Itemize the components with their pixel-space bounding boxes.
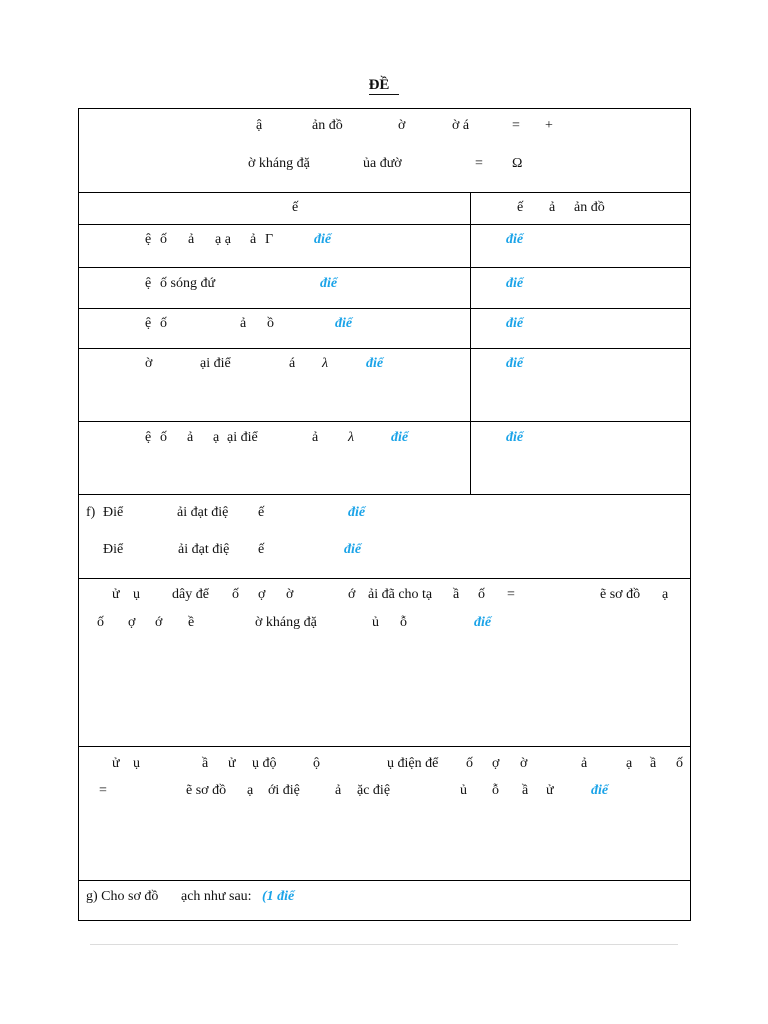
row-divider xyxy=(78,224,691,225)
score-label: điể xyxy=(474,615,492,630)
score-label: điể xyxy=(320,276,338,291)
row-divider xyxy=(78,192,691,193)
table-border-bottom xyxy=(78,920,691,921)
score-label: điể xyxy=(506,356,524,371)
row-divider xyxy=(78,267,691,268)
page-footer-divider xyxy=(90,944,678,945)
score-label: điể xyxy=(506,232,524,247)
row-divider xyxy=(78,880,691,881)
score-label: điể xyxy=(506,430,524,445)
score-label: điể xyxy=(344,542,362,557)
column-divider xyxy=(470,192,471,495)
table-border-top xyxy=(78,108,691,109)
score-label: điể xyxy=(348,505,366,520)
score-label: (1 điể xyxy=(262,889,295,904)
score-label: điể xyxy=(506,276,524,291)
score-label: điể xyxy=(366,356,384,371)
row-divider xyxy=(78,494,691,495)
row-divider xyxy=(78,421,691,422)
row-divider xyxy=(78,578,691,579)
row-divider xyxy=(78,308,691,309)
row-divider xyxy=(78,746,691,747)
table-border-left xyxy=(78,108,79,921)
score-label: điể xyxy=(506,316,524,331)
row-divider xyxy=(78,348,691,349)
page-title: ĐỀ xyxy=(0,77,768,95)
score-label: điể xyxy=(591,783,609,798)
score-label: điể xyxy=(391,430,409,445)
score-label: điể xyxy=(314,232,332,247)
score-label: điể xyxy=(335,316,353,331)
table-border-right xyxy=(690,108,691,921)
